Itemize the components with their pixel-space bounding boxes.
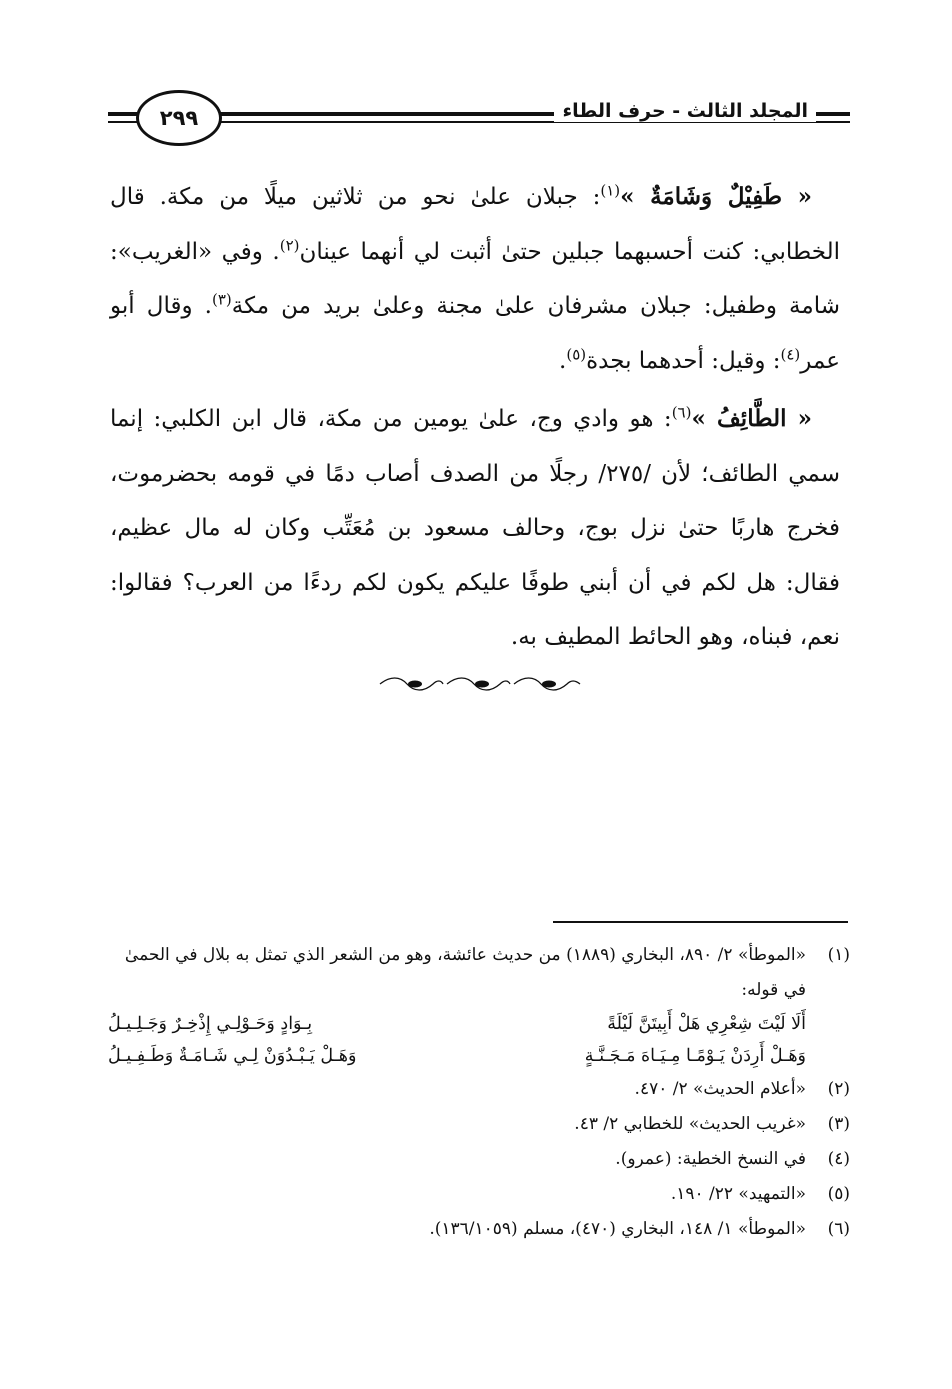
footnote-number: (٤)	[827, 1149, 850, 1169]
footnote-ref: (٦)	[671, 403, 692, 422]
entry-text: . وقال أبو عمر	[110, 293, 840, 374]
verse-hemistich: وَهَـلْ يَـبْـدُوَنْ لِـي شَـامَـةٌ وَطَـفِـيـلُ	[108, 1046, 357, 1066]
footnote-4	[108, 1142, 850, 1177]
page-header	[108, 88, 850, 152]
entry-text: . وفي «الغريب»: شامة وطفيل: جبلان مشرفان علىٰ مجنة وعلىٰ بريد من مكة	[110, 238, 840, 319]
entry-tufayl-shama	[110, 170, 840, 388]
headword: « الطَّائِفُ »	[691, 405, 812, 432]
footnote-6	[108, 1212, 850, 1247]
footnote-text: «أعلام الحديث» ٢/ ٤٧٠.	[634, 1079, 806, 1099]
footnote-number: (٣)	[827, 1114, 850, 1134]
entry-text: : هو وادي وج، علىٰ يومين من مكة، قال ابن الكلبي: إنما سمي الطائف؛ لأن /٢٧٥/ رجلًا من الصدف أصاب دمًا في قومه بحضرموت، فخرج هاربًا حتىٰ نزل بوج، وحالف مسعود بن مُعَتِّب وكان له مال عظيم، فقال: هل لكم في أن أبني طوفًا عليكم يكون لكم ردءًا من العرب؟ فقالوا: نعم، فبناه، وهو الحائط المطيف به.	[110, 406, 840, 650]
page-number: ٢٩٩	[136, 90, 222, 146]
ornament-divider	[370, 672, 590, 696]
verse-hemistich: أَلَا لَيْتَ شِعْرِي هَلْ أَبِيتَنَّ لَيْلَةً	[607, 1014, 806, 1034]
footnote-ref: (٤)	[780, 344, 801, 363]
footnote-number: (٢)	[827, 1079, 850, 1099]
running-head: المجلد الثالث - حرف الطاء	[554, 100, 816, 122]
verse-line-2	[108, 1040, 850, 1072]
footnote-3	[108, 1107, 850, 1142]
footnote-ref: (١)	[600, 181, 621, 200]
entry-text: : وقيل: أحدهما بجدة	[586, 347, 781, 374]
entry-text: : جبلان علىٰ نحو من ثلاثين ميلًا من مكة. قال الخطابي: كنت أحسبهما جبلين حتىٰ أثبت لي أنهما عينان	[110, 184, 840, 265]
verse-hemistich: وَهَـلْ أَرِدَنْ يَـوْمًـا مِـيَـاهَ مَـجَـنَّـةٍ	[584, 1046, 806, 1066]
footnotes	[108, 938, 850, 1247]
footnote-ref: (٣)	[211, 290, 232, 309]
footnote-1	[108, 938, 850, 1008]
main-text	[110, 170, 840, 665]
ornament-icon	[375, 674, 585, 694]
footnote-text: في النسخ الخطية: (عمرو).	[615, 1149, 806, 1169]
footnote-number: (٦)	[827, 1219, 850, 1239]
footnote-text: «الموطأ» ١/ ١٤٨، البخاري (٤٧٠)، مسلم (١٣٦/١٠٥٩).	[429, 1219, 806, 1239]
entry-text: .	[559, 347, 567, 374]
footnote-number: (٥)	[827, 1184, 850, 1204]
entry-taif	[110, 392, 840, 665]
footnote-ref: (٢)	[279, 235, 300, 254]
footnote-ref: (٥)	[566, 344, 587, 363]
headword: « طَفِيْلٌ وَشَامَةٌ »	[620, 183, 813, 210]
footnote-text: «الموطأ» ٢/ ٨٩٠، البخاري (١٨٨٩) من حديث عائشة، وهو من الشعر الذي تمثل به بلال في الحمىٰ في قوله:	[124, 945, 806, 1000]
verse-hemistich: بِـوَادٍ وَحَـوْلِـي إِذْخِـرٌ وَجَـلِـيـلُ	[108, 1014, 313, 1034]
footnote-number: (١)	[827, 945, 850, 965]
verse-line-1	[108, 1008, 850, 1040]
footnote-5	[108, 1177, 850, 1212]
footnote-separator	[553, 921, 848, 923]
footnote-text: «غريب الحديث» للخطابي ٢/ ٤٣.	[574, 1114, 806, 1134]
footnote-text: «التمهيد» ٢٢/ ١٩٠.	[670, 1184, 806, 1204]
footnote-2	[108, 1072, 850, 1107]
